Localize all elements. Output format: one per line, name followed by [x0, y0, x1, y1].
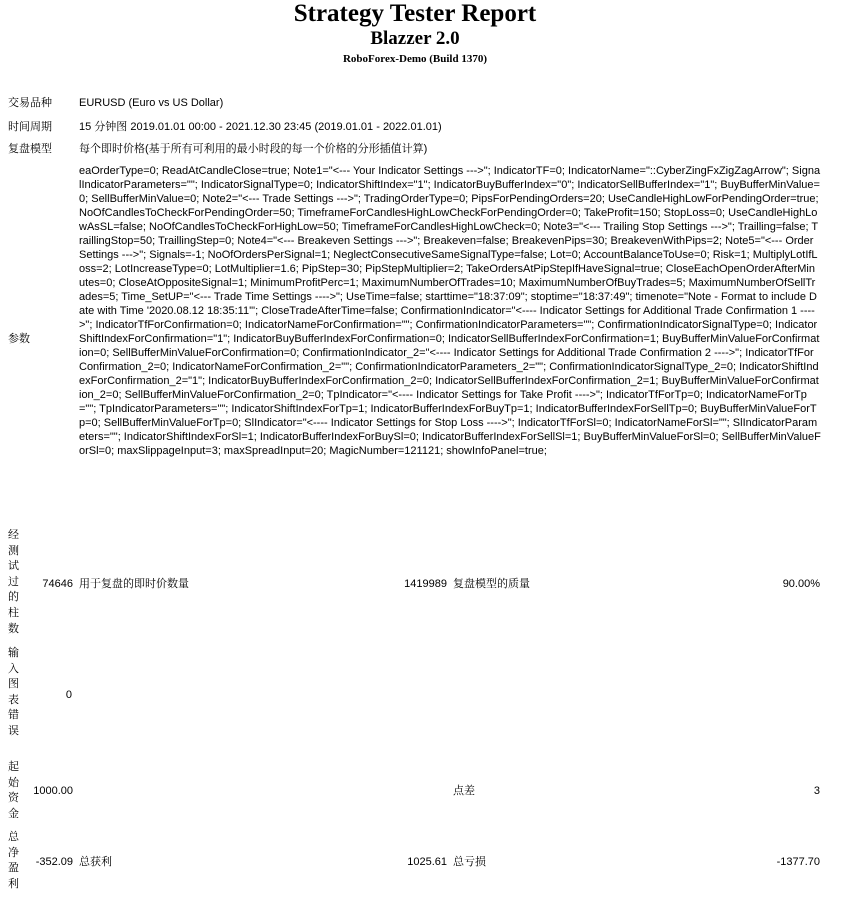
period-value: 15 分钟图 2019.01.01 00:00 - 2021.12.30 23:45 (2019.01.01 - 2022.01.01): [79, 121, 442, 133]
model-label: 复盘模型: [8, 143, 52, 155]
bars-label: 经测试过的柱数: [8, 529, 19, 635]
report-title: Strategy Tester Report: [293, 0, 537, 27]
spread-value: 3: [813, 785, 820, 797]
model-value: 每个即时价格(基于所有可利用的最小时段的每一个价格的分形插值计算): [79, 143, 428, 155]
symbol-value: EURUSD (Euro vs US Dollar): [79, 97, 224, 109]
errors-label: 输入图表错误: [8, 647, 19, 737]
quality-value: 90.00%: [782, 578, 820, 590]
params-label: 参数: [8, 333, 30, 345]
gross-profit-label: 总获利: [79, 856, 112, 868]
ticks-label: 用于复盘的即时价数量: [79, 578, 189, 590]
server-build: RoboForex-Demo (Build 1370): [342, 53, 487, 65]
expert-name: Blazzer 2.0: [370, 28, 460, 49]
spread-label: 点差: [453, 785, 475, 797]
net-profit-label: 总净盈利: [8, 831, 19, 890]
gross-loss-label: 总亏损: [453, 856, 486, 868]
report-header: [0, 0, 830, 67]
errors-value: 0: [65, 689, 72, 701]
deposit-value: 1000.00: [33, 785, 73, 797]
quality-label: 复盘模型的质量: [453, 578, 530, 590]
params-value: eaOrderType=0; ReadAtCandleClose=true; Note1="<--- Your Indicator Settings --->"; IndicatorTF=0; IndicatorName="::CyberZingFxZigZagArrow"; SignalIndicatorParameters=""; IndicatorSignalType=0; IndicatorShiftIndex="1"; IndicatorBuyBufferIndex="0"; IndicatorSellBufferIndex="1"; BuyBufferMinValue=0; SellBufferMinValue=0; Note2="<--- Trade Settings --->"; TradingOrderType=0; PipsForPendingOrders=20; UseCandleHighLowForPendingOrder=true; NoOfCandlesToCheckForPendingOrder=50; TimeframeForCandlesHighLowCheckForPendingOrder=0; TakeProfit=150; StopLoss=0; UseCandleHighLowAsSL=false; NoOfCandlesToCheckForHighLow=50; TimeframeForCandlesHighLowCheck=0; Note3="<--- Trailing Stop Settings --->"; Trailling=false; TraillingStop=50; TraillingStep=0; Note4="<--- Breakeven Settings --->"; Breakeven=false; BreakevenPips=30; BreakevenWithPips=2; Note5="<--- Order Settings --->"; Signals=-1; NoOfOrdersPerSignal=1; NeglectConsecutiveSameSignalType=false; Lot=0; AccountBalanceToUse=0; Risk=1; MultiplyLotIfLoss=2; LotIncreaseType=0; LotMultiplier=1.6; PipStep=30; PipStepMultiplier=2; TakeOrdersAtPipStepIfHaveSignal=true; CloseEachOpenOrderAfterMinutes=0; CloseAtOppositeSignal=1; MinimumProfitPerc=1; MaximumNumberOfTrades=10; MaximumNumberOfBuyTrades=5; MaximumNumberOfSellTrades=5; Time_SetUP="<--- Trade Time Settings ---->"; UseTime=false; starttime="18:37:09"; stoptime="18:37:49"; timenote="Note - Format to include Date with Time '2020.08.12 18:35:11'"; CloseTradeAfterTime=false; ConfirmationIndicator="<---- Indicator Settings for Additional Trade Confirmation 1 ---->"; IndicatorTfForConfirmation=0; IndicatorNameForConfirmation=""; ConfirmationIndicatorParameters=""; ConfirmationIndicatorSignalType=0; IndicatorShiftIndexForConfirmation="1"; IndicatorBuyBufferIndexForConfirmation=0; IndicatorSellBufferIndexForConfirmation=1; BuyBufferMinValueForConfirmation=0; SellBufferMinValueForConfirmation=0; ConfirmationIndicator_2="<---- Indicator Settings for Additional Trade Confirmation 2 ---->"; IndicatorTfForConfirmation_2=0; IndicatorNameForConfirmation_2=""; ConfirmationIndicatorParameters_2=""; ConfirmationIndicatorSignalType_2=0; IndicatorShiftIndexForConfirmation_2="1"; IndicatorBuyBufferIndexForConfirmation_2=0; IndicatorSellBufferIndexForConfirmation_2=1; BuyBufferMinValueForConfirmation_2=0; SellBufferMinValueForConfirmation_2=0; TpIndicator="<---- Indicator Settings for Take Profit ---->"; IndicatorTfForTp=0; IndicatorNameForTp=""; TpIndicatorParameters=""; IndicatorShiftIndexForTp=1; IndicatorBufferIndexForBuyTp=1; IndicatorBufferIndexForSellTp=0; BuyBufferMinValueForTp=0; SellBufferMinValueForTp=0; SlIndicator="<---- Indicator Settings for Stop Loss ---->"; IndicatorTfForSl=0; IndicatorNameForSl=""; SlIndicatorParameters=""; IndicatorShiftIndexForSl=1; IndicatorBufferIndexForBuySl=0; IndicatorBufferIndexForSellSl=1; BuyBufferMinValueForSl=0; SellBufferMinValueForSl=0; maxSlippageInput=3; maxSpreadInput=20; MagicNumber=121121; showInfoPanel=true;: [79, 165, 821, 457]
net-profit-value: -352.09: [35, 856, 73, 868]
gross-profit-value: 1025.61: [407, 856, 447, 868]
bars-value: 74646: [42, 578, 73, 590]
deposit-label: 起始资金: [8, 761, 19, 820]
symbol-label: 交易品种: [8, 97, 52, 109]
period-label: 时间周期: [8, 121, 52, 133]
ticks-value: 1419989: [404, 578, 447, 590]
gross-loss-value: -1377.70: [776, 856, 820, 868]
